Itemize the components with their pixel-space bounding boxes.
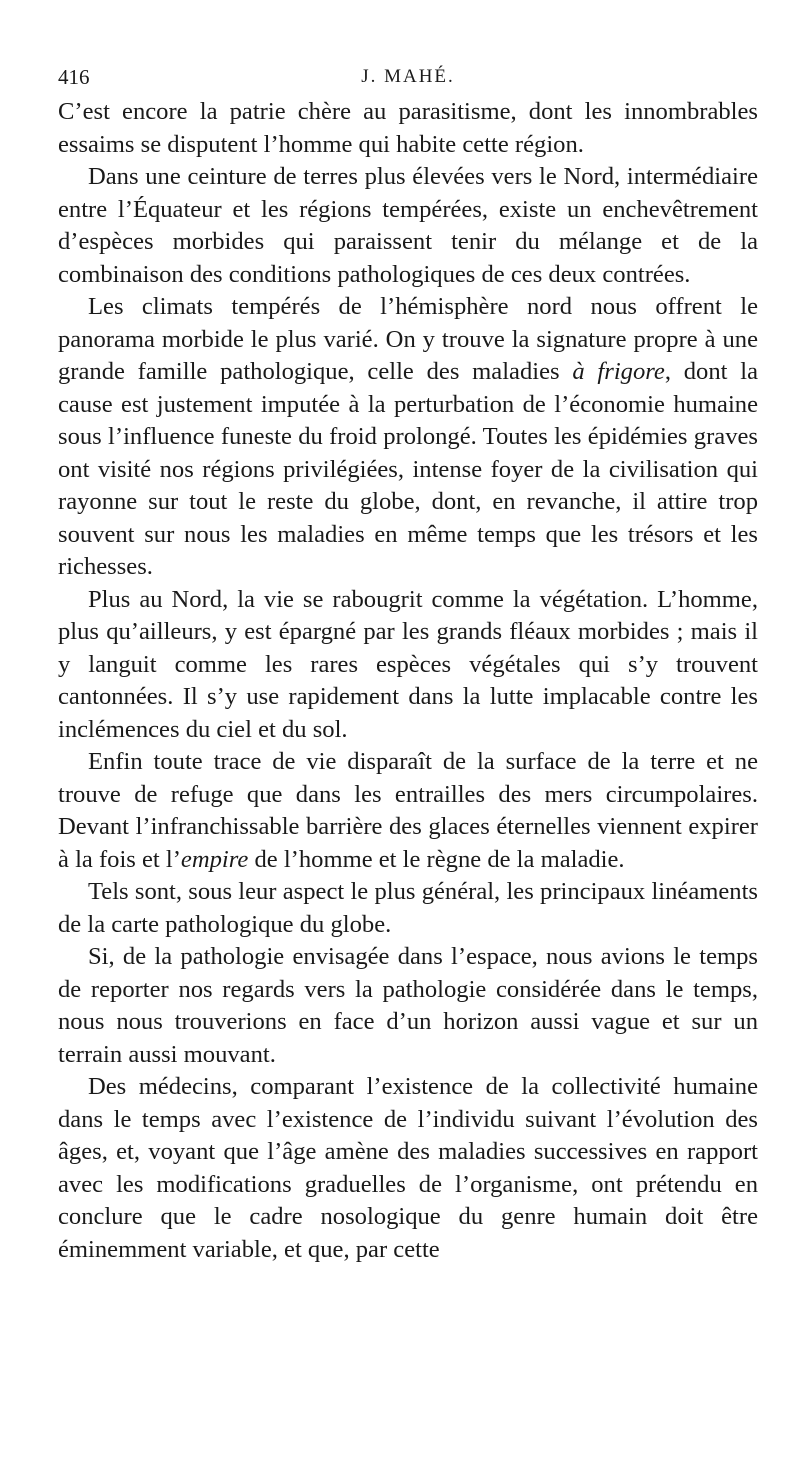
paragraph xyxy=(58,876,758,941)
paragraph-text: Dans une ceinture de terres plus élevées vers le Nord, intermédiaire entre l’Équateur et les régions tempérées, existe un enchevêtrement d’espèces morbides qui paraissent tenir du mélange et de la combinaison des conditions pathologiques de ces deux contrées. xyxy=(58,163,758,288)
paragraph xyxy=(58,291,758,584)
paragraph-text: C’est encore la patrie chère au parasitisme, dont les innombrables essaims se disputent l’homme qui habite cette région. xyxy=(58,98,758,158)
paragraph xyxy=(58,1071,758,1266)
page-number: 416 xyxy=(58,65,90,89)
body-text xyxy=(58,96,758,1266)
paragraph-text: , dont la cause est justement imputée à la perturbation de l’économie humaine sous l’influence funeste du froid prolongé. Toutes les épidémies graves ont visité nos régions privilégiées, intense foyer de la civilisation qui rayonne sur tout le reste du globe, dont, en revanche, il attire trop souvent sur nous les maladies en même temps que les trésors et les richesses. xyxy=(58,358,759,580)
italic-phrase: à frigore xyxy=(572,358,665,385)
paragraph-text: Les climats tempérés de l’hémisphère nord nous offrent le panorama morbide le plus varié. On y trouve la signature propre à une grande famille pathologique, celle des maladies xyxy=(58,293,758,385)
paragraph-text: Tels sont, sous leur aspect le plus général, les principaux linéaments de la carte pathologique du globe. xyxy=(58,878,758,938)
paragraph-text: de l’homme et le règne de la maladie. xyxy=(248,845,625,873)
page-header xyxy=(58,62,758,96)
paragraph xyxy=(58,941,758,1071)
paragraph xyxy=(58,161,758,291)
paragraph-text: Plus au Nord, la vie se rabougrit comme la végétation. L’homme, plus qu’ailleurs, y est épargné par les grands fléaux morbides ; mais il y languit comme les rares espèces végétales qui s’y trouvent cantonnées. Il s’y use rapidement dans la lutte implacable contre les inclémences du ciel et du sol. xyxy=(58,585,758,743)
paragraph-text: Si, de la pathologie envisagée dans l’espace, nous avions le temps de reporter nos regards vers la pathologie considérée dans le temps, nous nous trouverions en face d’un horizon aussi vague et sur un terrain aussi mouvant. xyxy=(58,943,758,1068)
book-page xyxy=(58,62,758,1452)
paragraph xyxy=(58,584,758,747)
running-title: J. MAHÉ. xyxy=(361,66,455,87)
italic-word: empire xyxy=(180,845,249,873)
paragraph xyxy=(58,96,758,161)
paragraph-text: Enfin toute trace de vie disparaît de la surface de la terre et ne trouve de refuge que dans les entrailles des mers circumpolaires. Devant l’infranchissable barrière des glaces éternelles viennent expirer à la fois et l’ xyxy=(58,748,758,873)
paragraph xyxy=(58,746,758,876)
paragraph-text: Des médecins, comparant l’existence de la collectivité humaine dans le temps avec l’existence de l’individu suivant l’évolution des âges, et, voyant que l’âge amène des maladies successives en rapport avec les modifications graduelles de l’organisme, ont prétendu en conclure que le cadre nosologique du genre humain doit être éminemment variable, et que, par cette xyxy=(58,1073,758,1263)
